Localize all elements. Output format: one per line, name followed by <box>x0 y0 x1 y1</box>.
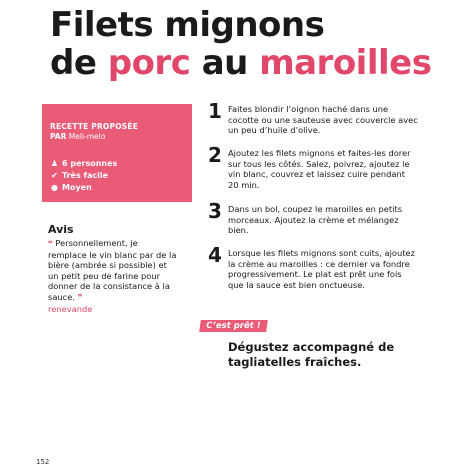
step-text: Faites blondir l’oignon haché dans une cocotte ou une sauteuse avec couvercle avec un peu d’huile d’olive. <box>228 104 418 136</box>
step-number: 1 <box>208 99 222 123</box>
ready-badge: C’est prêt ! <box>199 320 267 332</box>
check-icon: ✔ <box>51 171 58 180</box>
recipe-author: Meli-melo <box>68 132 106 141</box>
step-4 <box>208 243 418 290</box>
step-2 <box>208 143 418 190</box>
page-number: 152 <box>36 458 50 466</box>
coins-icon: ● <box>51 183 58 192</box>
title-accent-porc: porc <box>107 43 191 83</box>
difficulty-text: Très facile <box>62 171 109 180</box>
proposed-recipe-label: RECETTE PROPOSÉE <box>50 122 139 131</box>
serving-suggestion: Dégustez accompagné de tagliatelles fraîches. <box>228 340 395 369</box>
step-number: 4 <box>208 243 222 267</box>
recipe-author-line <box>50 132 184 142</box>
title-prefix: de <box>50 43 108 83</box>
open-quote-icon: ❝ <box>48 239 53 248</box>
title-line-1: Filets mignons <box>50 5 325 45</box>
cost-item <box>50 182 184 194</box>
step-1 <box>208 99 418 136</box>
step-text: Ajoutez les filets mignons et faites-les dorer sur tous les côtés. Salez, poivrez, ajoutez le vin blanc, couvrez et laissez cuire pendant 20 min. <box>228 148 411 190</box>
review-author: renevande <box>48 303 93 314</box>
review-heading: Avis <box>48 223 74 236</box>
close-quote-icon: ❞ <box>77 292 83 302</box>
step-number: 2 <box>208 143 222 167</box>
title-accent-maroilles: maroilles <box>259 43 432 83</box>
servings-text: 6 personnes <box>62 159 118 168</box>
review-block <box>48 224 178 315</box>
difficulty-item <box>50 170 184 182</box>
recipe-details <box>50 158 184 194</box>
people-icon: ♟ <box>50 159 59 168</box>
step-text: Dans un bol, coupez le maroilles en petits morceaux. Ajoutez la crème et mélangez bien. <box>228 204 403 236</box>
step-text: Lorsque les filets mignons sont cuits, ajoutez la crème au maroilles : ce dernier va fondre progressivement. Le plat est prêt une fois que la sauce est bien onctueuse. <box>228 248 415 290</box>
by-label: PAR <box>50 132 67 141</box>
recipe-title <box>50 6 431 82</box>
recipe-info-box <box>42 104 192 202</box>
cost-text: Moyen <box>62 183 92 192</box>
step-3 <box>208 199 418 236</box>
title-middle: au <box>190 43 260 83</box>
servings-item <box>50 158 184 170</box>
review-text: Personnellement, je remplace le vin blanc par de la bière (ambrée si possible) et un petit peu de farine pour donner de la consistance à la sauce. <box>48 238 177 302</box>
review-body <box>48 238 178 304</box>
step-number: 3 <box>208 199 222 223</box>
